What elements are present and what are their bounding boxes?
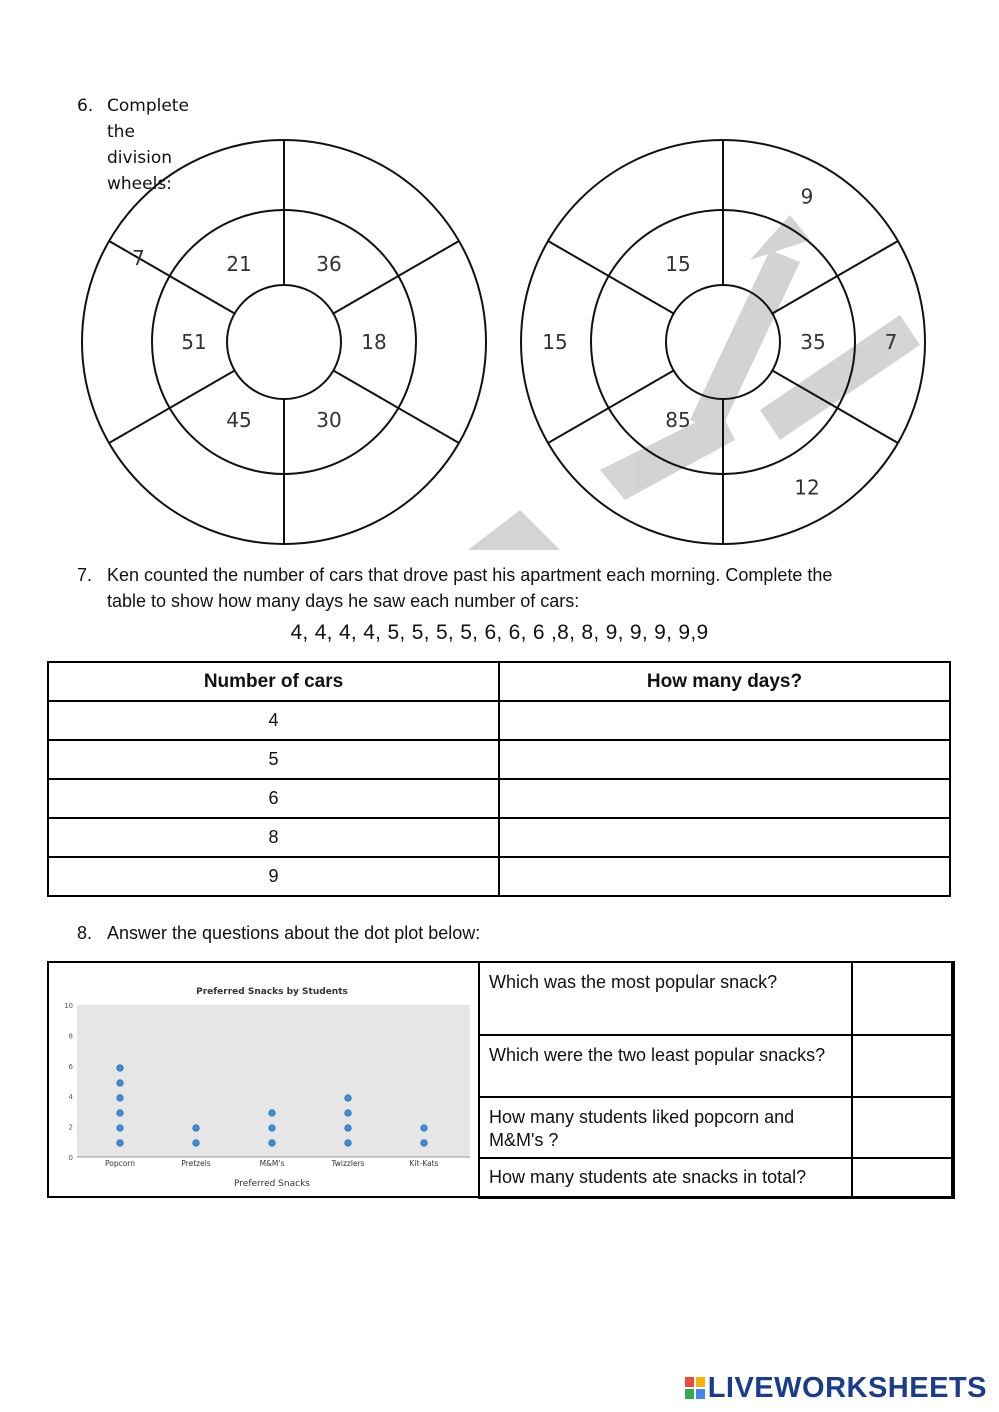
answer-cell[interactable] (852, 1158, 954, 1198)
dot-point (269, 1140, 276, 1147)
x-axis-label: Preferred Snacks (234, 1179, 310, 1189)
dot-point (117, 1095, 124, 1102)
y-axis-ticks (64, 1002, 73, 1162)
header-number-of-cars: Number of cars (48, 662, 499, 701)
cars-value: 8 (48, 818, 499, 857)
dot-point (269, 1110, 276, 1117)
x-tick-label: Kit-Kats (409, 1159, 439, 1168)
outer-number: 12 (794, 475, 820, 500)
wheel-spoke (333, 241, 459, 314)
wheel-spokes (109, 140, 459, 544)
table-header-row (48, 662, 950, 701)
days-answer-cell[interactable] (499, 818, 950, 857)
days-answer-cell[interactable] (499, 701, 950, 740)
outer-number: 7 (132, 246, 145, 270)
question-number: 7. (77, 565, 93, 585)
table-row (479, 1158, 954, 1198)
cars-table (47, 661, 951, 897)
inner-number: 51 (181, 330, 207, 354)
question-text: Complete the division wheels: (107, 96, 189, 194)
dot-point (345, 1110, 352, 1117)
header-how-many-days: How many days? (499, 662, 950, 701)
dot-point (117, 1065, 124, 1072)
division-wheel-1 (82, 140, 486, 544)
dot-point (345, 1095, 352, 1102)
wheel-spoke (333, 371, 459, 444)
question-text-line-1: Ken counted the number of cars that drove past his apartment each morning. Complete the (107, 565, 833, 585)
answer-cell[interactable] (852, 1035, 954, 1097)
logo-text: LIVEWORKSHEETS (707, 1372, 987, 1404)
snack-questions-table (478, 961, 955, 1199)
y-tick-label: 10 (64, 1002, 73, 1010)
logo-badge-icon (685, 1377, 705, 1399)
x-tick-label: Twizzlers (331, 1159, 365, 1168)
table-row (48, 857, 950, 896)
x-axis-ticks (105, 1159, 439, 1168)
outer-number: 15 (542, 330, 568, 354)
chart-title: Preferred Snacks by Students (196, 987, 348, 997)
table-row (48, 701, 950, 740)
inner-number: 15 (665, 252, 691, 277)
wheel-spoke (109, 241, 235, 314)
outer-number: 7 (884, 330, 898, 354)
answer-cell[interactable] (852, 962, 954, 1035)
days-answer-cell[interactable] (499, 779, 950, 818)
snack-question-box (47, 961, 953, 1198)
wheel-labels (542, 185, 897, 500)
dot-point (117, 1125, 124, 1132)
y-tick-label: 4 (68, 1093, 73, 1102)
question-cell: Which was the most popular snack? (479, 962, 852, 1035)
table-row (48, 779, 950, 818)
dot-point (345, 1125, 352, 1132)
cars-value: 6 (48, 779, 499, 818)
wheel-spoke (109, 371, 235, 444)
dot-point (193, 1125, 200, 1132)
dot-point (421, 1125, 428, 1132)
question-text-line-2: table to show how many days he saw each number of cars: (107, 591, 580, 611)
days-answer-cell[interactable] (499, 857, 950, 896)
y-tick-label: 0 (68, 1154, 73, 1162)
wheel-spokes (548, 140, 898, 544)
inner-number: 35 (800, 330, 826, 354)
wheel-spoke (548, 371, 674, 444)
dot-point (117, 1110, 124, 1117)
cars-value: 9 (48, 857, 499, 896)
plot-background (77, 1005, 470, 1157)
question-text: Answer the questions about the dot plot below: (107, 923, 481, 943)
question-cell: Which were the two least popular snacks? (479, 1035, 852, 1097)
table-row (48, 740, 950, 779)
dot-point (269, 1125, 276, 1132)
answer-cell[interactable] (852, 1097, 954, 1158)
table-row (479, 1097, 954, 1158)
y-tick-label: 8 (68, 1032, 73, 1041)
x-tick-label: Pretzels (181, 1159, 211, 1168)
table-row (48, 818, 950, 857)
table-row (479, 962, 954, 1035)
inner-number: 21 (226, 252, 252, 277)
dot-point (345, 1140, 352, 1147)
inner-number: 36 (316, 252, 342, 277)
dot-point (117, 1080, 124, 1087)
question-cell: How many students liked popcorn and M&M's ? (479, 1097, 852, 1158)
car-count-sequence: 4, 4, 4, 4, 5, 5, 5, 5, 6, 6, 6 ,8, 8, 9, 9, 9, 9,9 (290, 621, 709, 644)
table-row (479, 1035, 954, 1097)
x-tick-label: M&M's (259, 1159, 285, 1168)
wheel-center (227, 285, 341, 399)
wheel-spoke (548, 241, 674, 314)
y-tick-label: 6 (68, 1062, 73, 1071)
cars-value: 4 (48, 701, 499, 740)
liveworksheets-logo (685, 1372, 987, 1405)
dot-plot-chart (49, 963, 479, 1196)
question-number: 8. (77, 923, 93, 943)
inner-number: 45 (226, 407, 252, 432)
dot-point (117, 1140, 124, 1147)
days-answer-cell[interactable] (499, 740, 950, 779)
y-tick-label: 2 (68, 1123, 73, 1132)
inner-number: 18 (361, 330, 387, 354)
inner-number: 85 (665, 407, 691, 432)
x-tick-label: Popcorn (104, 1159, 136, 1168)
outer-number: 9 (800, 184, 814, 209)
dot-point (421, 1140, 428, 1147)
division-wheels (0, 0, 999, 560)
question-number: 6. (77, 96, 94, 116)
dot-point (193, 1140, 200, 1147)
cars-value: 5 (48, 740, 499, 779)
question-cell: How many students ate snacks in total? (479, 1158, 852, 1198)
inner-number: 30 (316, 407, 342, 432)
